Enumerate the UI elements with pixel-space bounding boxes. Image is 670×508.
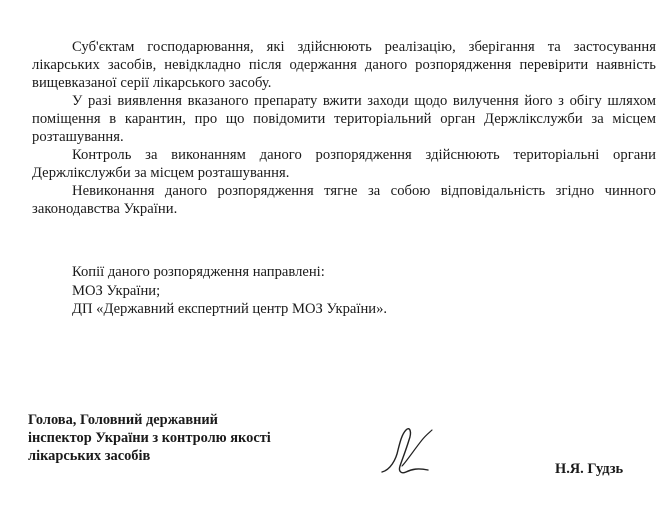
paragraph-inspection-order: Суб'єктам господарювання, які здійснюють реалізацію, зберігання та застосування лікарських засобів, невідкладно після одержання даного розпорядження перевірити наявність вищевказаної серії лікарського засобу.	[32, 39, 656, 91]
copies-heading: Копії даного розпорядження направлені:	[72, 264, 325, 280]
signatory-title-line: лікарських засобів	[28, 448, 151, 464]
document-body	[32, 38, 656, 218]
copies-block	[72, 263, 632, 319]
paragraph-liability: Невиконання даного розпорядження тягне за собою відповідальність згідно чинного законодавства України.	[32, 183, 656, 217]
signatory-title-line: Голова, Головний державний	[28, 412, 218, 428]
signatory-title-line: інспектор України з контролю якості	[28, 430, 271, 446]
paragraph-control: Контроль за виконанням даного розпорядження здійснюють територіальні органи Держлікслужби за місцем розташування.	[32, 147, 656, 181]
copies-recipient: ДП «Державний експертний центр МОЗ України».	[72, 301, 388, 317]
copies-recipient: МОЗ України;	[72, 282, 161, 299]
paragraph-quarantine: У разі виявлення вказаного препарату вжити заходи щодо вилучення його з обігу шляхом поміщення в карантин, про що повідомити територіальний орган Держлікслужби за місцем розташування.	[32, 93, 656, 145]
signatory-name: Н.Я. Гудзь	[555, 461, 624, 477]
handwritten-signature	[376, 420, 440, 480]
signatory-title	[28, 411, 358, 465]
